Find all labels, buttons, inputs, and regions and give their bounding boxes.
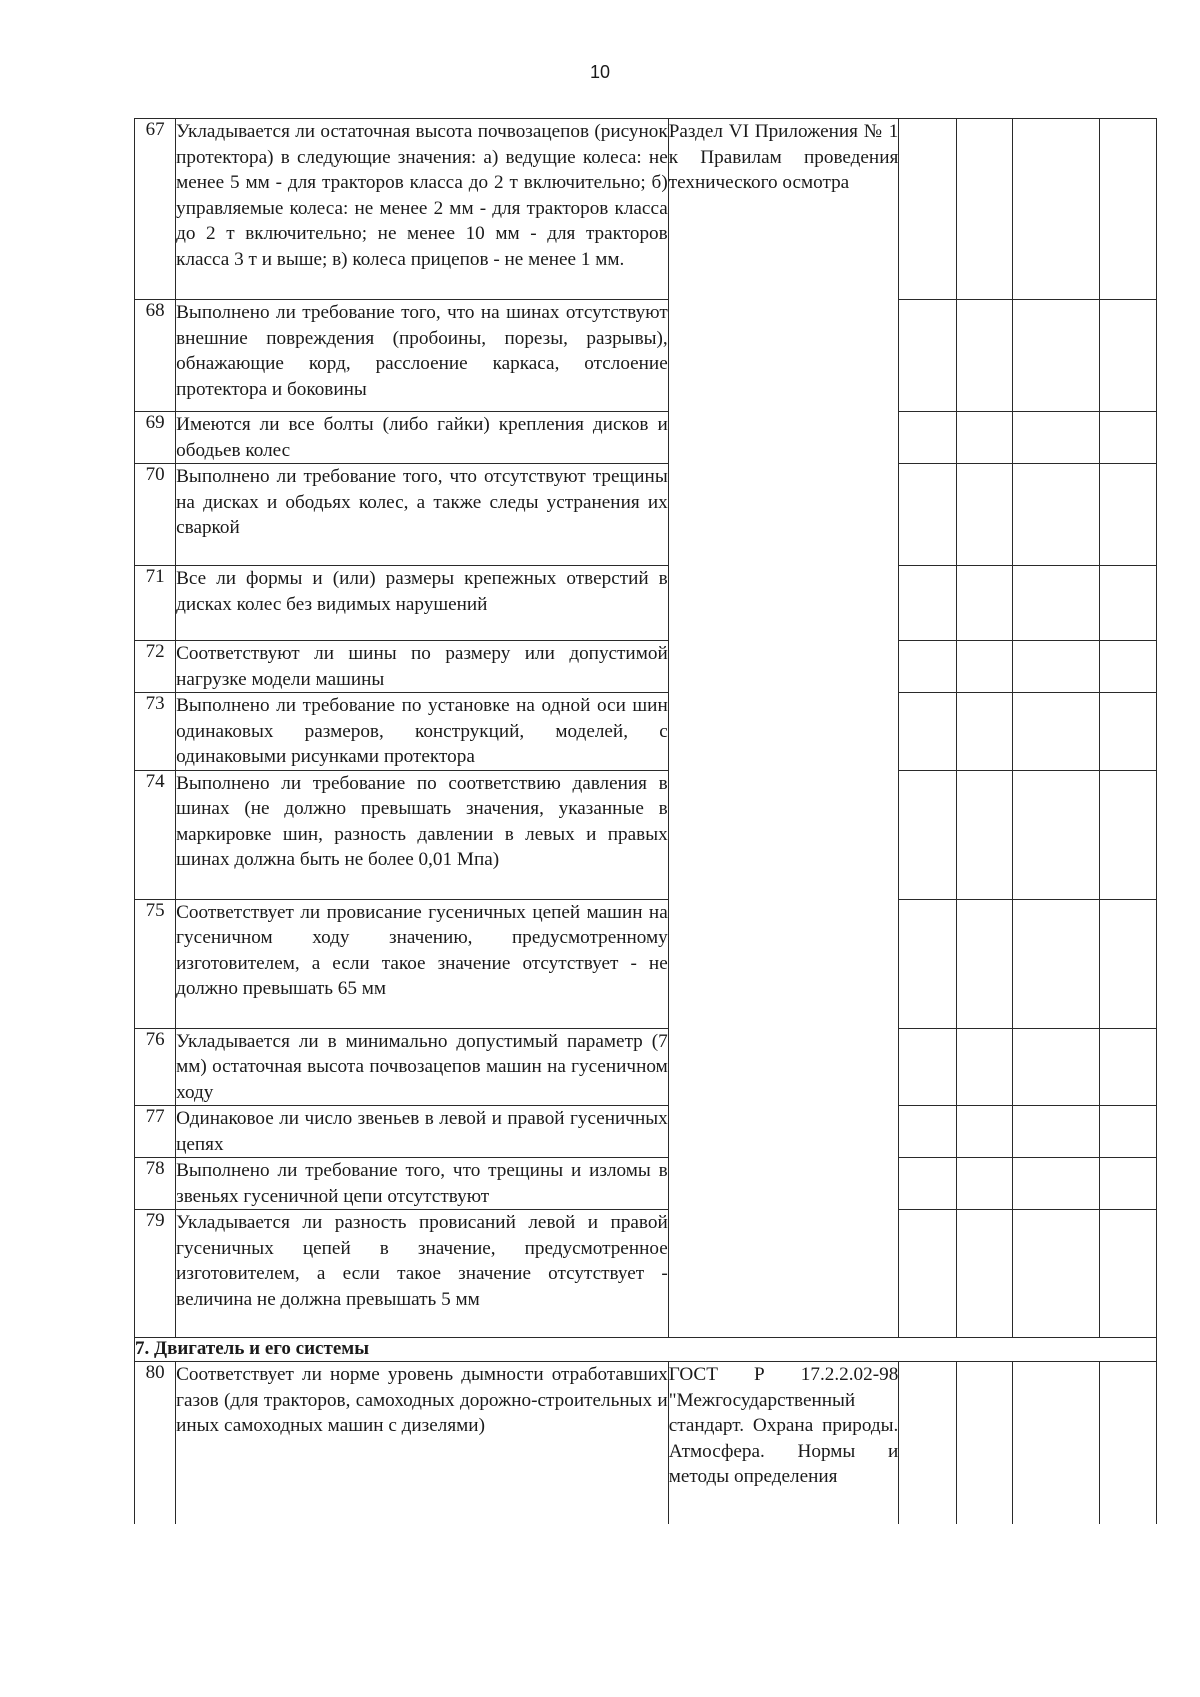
check-cell [956, 1362, 1012, 1524]
row-number: 68 [135, 300, 176, 412]
check-cell [899, 641, 956, 693]
requirement-text: Укладывается ли остаточная высота почвозацепов (рисунок протектора) в следующие значения: а) ведущие колеса: не менее 5 мм - для тракторов класса до 2 т включительно; б) управляемые колеса: не менее 2 мм - для тракторов класса до 2 т включительно; не менее 10 мм - для тракторов класса 3 т и выше; в) колеса прицепов - не менее 1 мм. [176, 119, 669, 300]
reference-document: ГОСТ Р 17.2.2.02-98 "Межгосударственный стандарт. Охрана природы. Атмосфера. Нормы и методы определения [668, 1362, 899, 1524]
check-cell [899, 1106, 956, 1158]
table-row [135, 119, 1157, 300]
check-cell [899, 1028, 956, 1106]
check-cell [899, 566, 956, 641]
requirement-text: Выполнено ли требование того, что отсутствуют трещины на дисках и ободьях колес, а также следы устранения их сваркой [176, 464, 669, 566]
check-cell [899, 693, 956, 771]
check-cell [956, 1028, 1012, 1106]
row-number: 69 [135, 412, 176, 464]
table-row [135, 412, 1157, 464]
requirement-text: Все ли формы и (или) размеры крепежных отверстий в дисках колес без видимых нарушений [176, 566, 669, 641]
check-cell [899, 1158, 956, 1210]
check-cell [1012, 1028, 1099, 1106]
table-row [135, 566, 1157, 641]
check-cell [956, 641, 1012, 693]
check-cell [1099, 300, 1156, 412]
table-row [135, 1158, 1157, 1210]
table-row [135, 899, 1157, 1028]
check-cell [956, 693, 1012, 771]
row-number: 76 [135, 1028, 176, 1106]
inspection-checklist-table [134, 118, 1157, 1524]
check-cell [1099, 1362, 1156, 1524]
check-cell [1099, 899, 1156, 1028]
check-cell [956, 119, 1012, 300]
requirement-text: Выполнено ли требование по соответствию давления в шинах (не должно превышать значения, указанные в маркировке шин, разность давлении в левых и правых шинах должна быть не более 0,01 Мпа) [176, 770, 669, 899]
row-number: 70 [135, 464, 176, 566]
reference-document: Раздел VI Приложения № 1 к Правилам проведения технического осмотра [668, 119, 899, 1338]
check-cell [956, 566, 1012, 641]
check-cell [956, 464, 1012, 566]
check-cell [1012, 1158, 1099, 1210]
check-cell [899, 770, 956, 899]
check-cell [1099, 770, 1156, 899]
check-cell [1099, 1210, 1156, 1338]
table-row [135, 770, 1157, 899]
row-number: 80 [135, 1362, 176, 1524]
table-row [135, 693, 1157, 771]
requirement-text: Выполнено ли требование того, что на шинах отсутствуют внешние повреждения (пробоины, порезы, разрывы), обнажающие корд, расслоение каркаса, отслоение протектора и боковины [176, 300, 669, 412]
row-number: 73 [135, 693, 176, 771]
check-cell [899, 412, 956, 464]
check-cell [1012, 412, 1099, 464]
check-cell [956, 300, 1012, 412]
check-cell [899, 464, 956, 566]
page-number: 10 [589, 62, 611, 82]
row-number: 77 [135, 1106, 176, 1158]
requirement-text: Имеются ли все болты (либо гайки) крепления дисков и ободьев колес [176, 412, 669, 464]
check-cell [1099, 119, 1156, 300]
check-cell [1012, 770, 1099, 899]
check-cell [1012, 1362, 1099, 1524]
row-number: 78 [135, 1158, 176, 1210]
check-cell [1012, 1106, 1099, 1158]
table-row [135, 300, 1157, 412]
table-row [135, 1210, 1157, 1338]
check-cell [1012, 899, 1099, 1028]
table-row [135, 1106, 1157, 1158]
section-header-row [135, 1338, 1157, 1362]
check-cell [1099, 1106, 1156, 1158]
requirement-text: Одинаковое ли число звеньев в левой и правой гусеничных цепях [176, 1106, 669, 1158]
check-cell [956, 1210, 1012, 1338]
check-cell [1099, 641, 1156, 693]
check-cell [1012, 641, 1099, 693]
check-cell [1099, 412, 1156, 464]
table-row [135, 464, 1157, 566]
table-row [135, 1028, 1157, 1106]
check-cell [1099, 566, 1156, 641]
requirement-text: Укладывается ли разность провисаний левой и правой гусеничных цепей в значение, предусмотренное изготовителем, а если такое значение отсутствует - величина не должна превышать 5 мм [176, 1210, 669, 1338]
requirement-text: Соответствуют ли шины по размеру или допустимой нагрузке модели машины [176, 641, 669, 693]
table-row [135, 641, 1157, 693]
requirement-text: Соответствует ли провисание гусеничных цепей машин на гусеничном ходу значению, предусмотренному изготовителем, а если такое значение отсутствует - не должно превышать 65 мм [176, 899, 669, 1028]
row-number: 67 [135, 119, 176, 300]
check-cell [956, 1158, 1012, 1210]
check-cell [899, 119, 956, 300]
requirement-text: Укладывается ли в минимально допустимый параметр (7 мм) остаточная высота почвозацепов машин на гусеничном ходу [176, 1028, 669, 1106]
row-number: 71 [135, 566, 176, 641]
check-cell [899, 1362, 956, 1524]
check-cell [1012, 1210, 1099, 1338]
check-cell [1012, 566, 1099, 641]
check-cell [956, 770, 1012, 899]
row-number: 74 [135, 770, 176, 899]
check-cell [956, 1106, 1012, 1158]
row-number: 72 [135, 641, 176, 693]
check-cell [1099, 1158, 1156, 1210]
row-number: 75 [135, 899, 176, 1028]
requirement-text: Соответствует ли норме уровень дымности отработавших газов (для тракторов, самоходных дорожно-строительных и иных самоходных машин с дизелями) [176, 1362, 669, 1524]
check-cell [956, 899, 1012, 1028]
check-cell [956, 412, 1012, 464]
requirement-text: Выполнено ли требование того, что трещины и изломы в звеньях гусеничной цепи отсутствуют [176, 1158, 669, 1210]
check-cell [1012, 693, 1099, 771]
row-number: 79 [135, 1210, 176, 1338]
check-cell [1012, 300, 1099, 412]
check-cell [1099, 693, 1156, 771]
check-cell [1099, 464, 1156, 566]
check-cell [899, 899, 956, 1028]
check-cell [1012, 464, 1099, 566]
check-cell [1012, 119, 1099, 300]
requirement-text: Выполнено ли требование по установке на одной оси шин одинаковых размеров, конструкций, моделей, с одинаковыми рисунками протектора [176, 693, 669, 771]
check-cell [1099, 1028, 1156, 1106]
section-title: 7. Двигатель и его системы [135, 1338, 1157, 1362]
check-cell [899, 300, 956, 412]
table-row [135, 1362, 1157, 1524]
check-cell [899, 1210, 956, 1338]
